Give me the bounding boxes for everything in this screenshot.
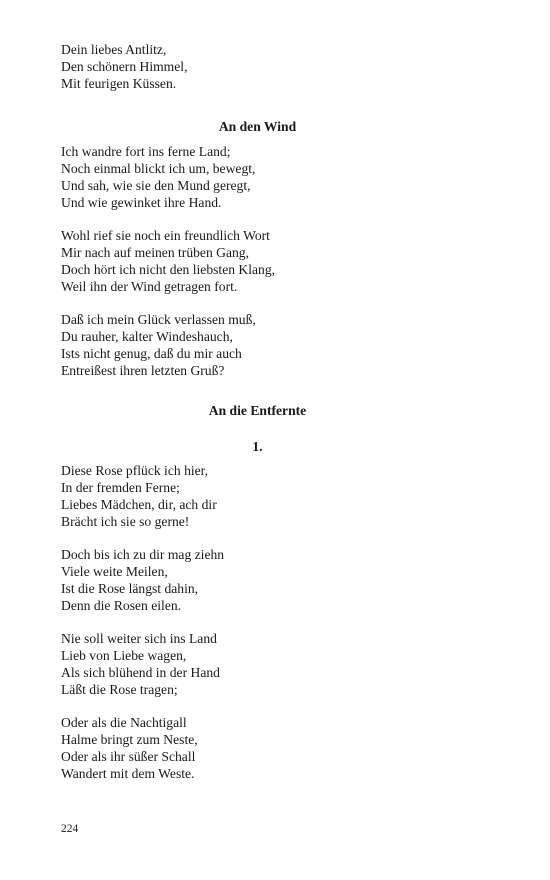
poem-line: Wandert mit dem Weste. [61, 766, 195, 781]
stanza-wind-3 [61, 311, 256, 379]
poem-line: Und wie gewinket ihre Hand. [61, 195, 222, 210]
stanza-entfernte-3 [61, 630, 220, 698]
poem-section-number: 1. [252, 439, 263, 454]
poem-line: Wohl rief sie noch ein freundlich Wort [61, 228, 270, 243]
poem-line: Den schönern Himmel, [61, 59, 188, 74]
poem-line: Du rauher, kalter Windeshauch, [61, 329, 233, 344]
poem-line: Noch einmal blickt ich um, bewegt, [61, 161, 256, 176]
poem-line: Doch hört ich nicht den liebsten Klang, [61, 262, 276, 277]
poem-line: Liebes Mädchen, dir, ach dir [61, 497, 217, 512]
poem-line: Brächt ich sie so gerne! [61, 514, 190, 529]
poem-line: Diese Rose pflück ich hier, [61, 463, 209, 478]
poem-line: Ist die Rose längst dahin, [61, 581, 199, 596]
poem-line: Doch bis ich zu dir mag ziehn [61, 547, 225, 562]
stanza-entfernte-2 [61, 546, 224, 614]
poem-line: Lieb von Liebe wagen, [61, 648, 187, 663]
poem-line: Halme bringt zum Neste, [61, 732, 198, 747]
stanza-continuation [61, 41, 187, 92]
page-number: 224 [61, 823, 79, 835]
poem-line: Viele weite Meilen, [61, 564, 168, 579]
stanza-entfernte-4 [61, 714, 198, 782]
stanza-wind-2 [61, 227, 275, 295]
poem-title-an-die-entfernte: An die Entfernte [208, 403, 307, 418]
poem-line: Ists nicht genug, daß du mir auch [61, 346, 242, 361]
poem-line: Oder als die Nachtigall [61, 715, 187, 730]
poem-line: In der fremden Ferne; [61, 480, 180, 495]
poem-line: Läßt die Rose tragen; [61, 682, 178, 697]
poem-line: Denn die Rosen eilen. [61, 598, 182, 613]
poem-line: Als sich blühend in der Hand [61, 665, 220, 680]
poem-title-an-den-wind: An den Wind [218, 119, 297, 134]
poem-line: Dein liebes Antlitz, [61, 42, 167, 57]
poem-line: Und sah, wie sie den Mund geregt, [61, 178, 251, 193]
poem-line: Mir nach auf meinen trüben Gang, [61, 245, 249, 260]
poem-line: Ich wandre fort ins ferne Land; [61, 144, 231, 159]
poem-line: Entreißest ihren letzten Gruß? [61, 363, 225, 378]
poem-line: Nie soll weiter sich ins Land [61, 631, 217, 646]
poem-line: Weil ihn der Wind getragen fort. [61, 279, 238, 294]
stanza-wind-1 [61, 143, 255, 211]
poem-line: Oder als ihr süßer Schall [61, 749, 196, 764]
poem-line: Mit feurigen Küssen. [61, 76, 177, 91]
stanza-entfernte-1 [61, 462, 217, 530]
poem-line: Daß ich mein Glück verlassen muß, [61, 312, 256, 327]
